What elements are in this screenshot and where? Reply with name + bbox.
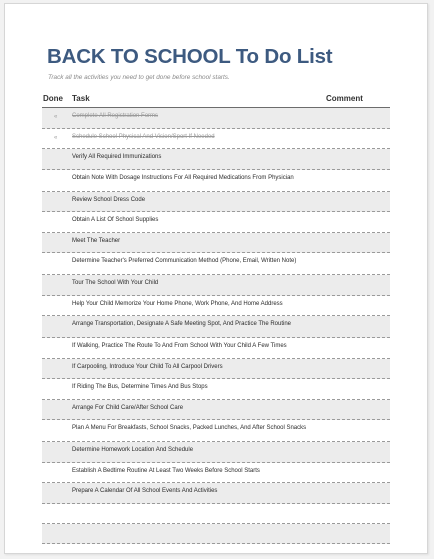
task-text: Tour The School With Your Child: [72, 280, 159, 286]
task-text: Verify All Required Immunizations: [72, 154, 162, 160]
table-row[interactable]: [42, 108, 390, 129]
task-text: Obtain Note With Dosage Instructions For All Required Medications From Physician: [72, 174, 294, 181]
task-text: Prepare A Calendar Of All School Events And Activities: [72, 488, 218, 494]
task-text: Review School Dress Code: [72, 196, 146, 203]
table-row[interactable]: [42, 275, 390, 296]
done-checkbox[interactable]: «: [54, 114, 58, 120]
table-row[interactable]: [42, 253, 390, 275]
task-text: Schedule School Physical And Vision/Sport If Needed: [72, 133, 215, 140]
task-text: Determine Teacher's Preferred Communication Method (Phone, Email, Written Note): [72, 258, 297, 264]
table-row[interactable]: [42, 463, 390, 484]
table-row[interactable]: [42, 129, 390, 150]
table-row[interactable]: [42, 359, 390, 380]
task-text: Arrange Transportation, Designate A Safe Meeting Spot, And Practice The Routine: [72, 321, 292, 327]
table-row[interactable]: [42, 316, 390, 338]
task-text: Plan A Menu For Breakfasts, School Snacks, Packed Lunches, And After School Snacks: [72, 425, 307, 431]
task-text: Determine Homework Location And Schedule: [72, 447, 194, 453]
table-row[interactable]: [42, 212, 390, 233]
table-row[interactable]: [42, 296, 390, 317]
task-text: If Carpooling, Introduce Your Child To All Carpool Drivers: [72, 363, 223, 370]
task-text: Help Your Child Memorize Your Home Phone, Work Phone, And Home Address: [72, 300, 283, 307]
table-row[interactable]: [42, 420, 390, 442]
table-header: [42, 90, 390, 108]
task-text: If Riding The Bus, Determine Times And Bus Stops: [72, 384, 208, 390]
table-row[interactable]: [42, 483, 390, 504]
table-row[interactable]: [42, 442, 390, 463]
task-list: [42, 108, 390, 544]
task-text: Complete All Registration Forms: [72, 113, 159, 119]
done-checkbox[interactable]: «: [54, 134, 58, 141]
table-row[interactable]: [42, 524, 390, 544]
table-row[interactable]: [42, 379, 390, 400]
task-column-header: Task: [72, 94, 90, 103]
task-text: If Walking, Practice The Route To And From School With Your Child A Few Times: [72, 343, 287, 349]
task-text: Arrange For Child Care/After School Care: [72, 404, 184, 411]
table-row[interactable]: [42, 338, 390, 359]
comment-column-header: Comment: [326, 94, 363, 103]
table-row[interactable]: [42, 149, 390, 170]
page-subtitle: Track all the activities you need to get done before school starts.: [48, 74, 230, 81]
done-column-header: Done: [43, 94, 63, 103]
task-text: Meet The Teacher: [72, 237, 121, 244]
table-row[interactable]: [42, 170, 390, 192]
table-row[interactable]: [42, 504, 390, 524]
task-text: Obtain A List Of School Supplies: [72, 217, 159, 223]
page-title: BACK TO SCHOOL To Do List: [47, 45, 333, 68]
table-row[interactable]: [42, 233, 390, 254]
table-row[interactable]: [42, 192, 390, 213]
task-text: Establish A Bedtime Routine At Least Two Weeks Before School Starts: [72, 467, 260, 474]
table-row[interactable]: [42, 400, 390, 421]
